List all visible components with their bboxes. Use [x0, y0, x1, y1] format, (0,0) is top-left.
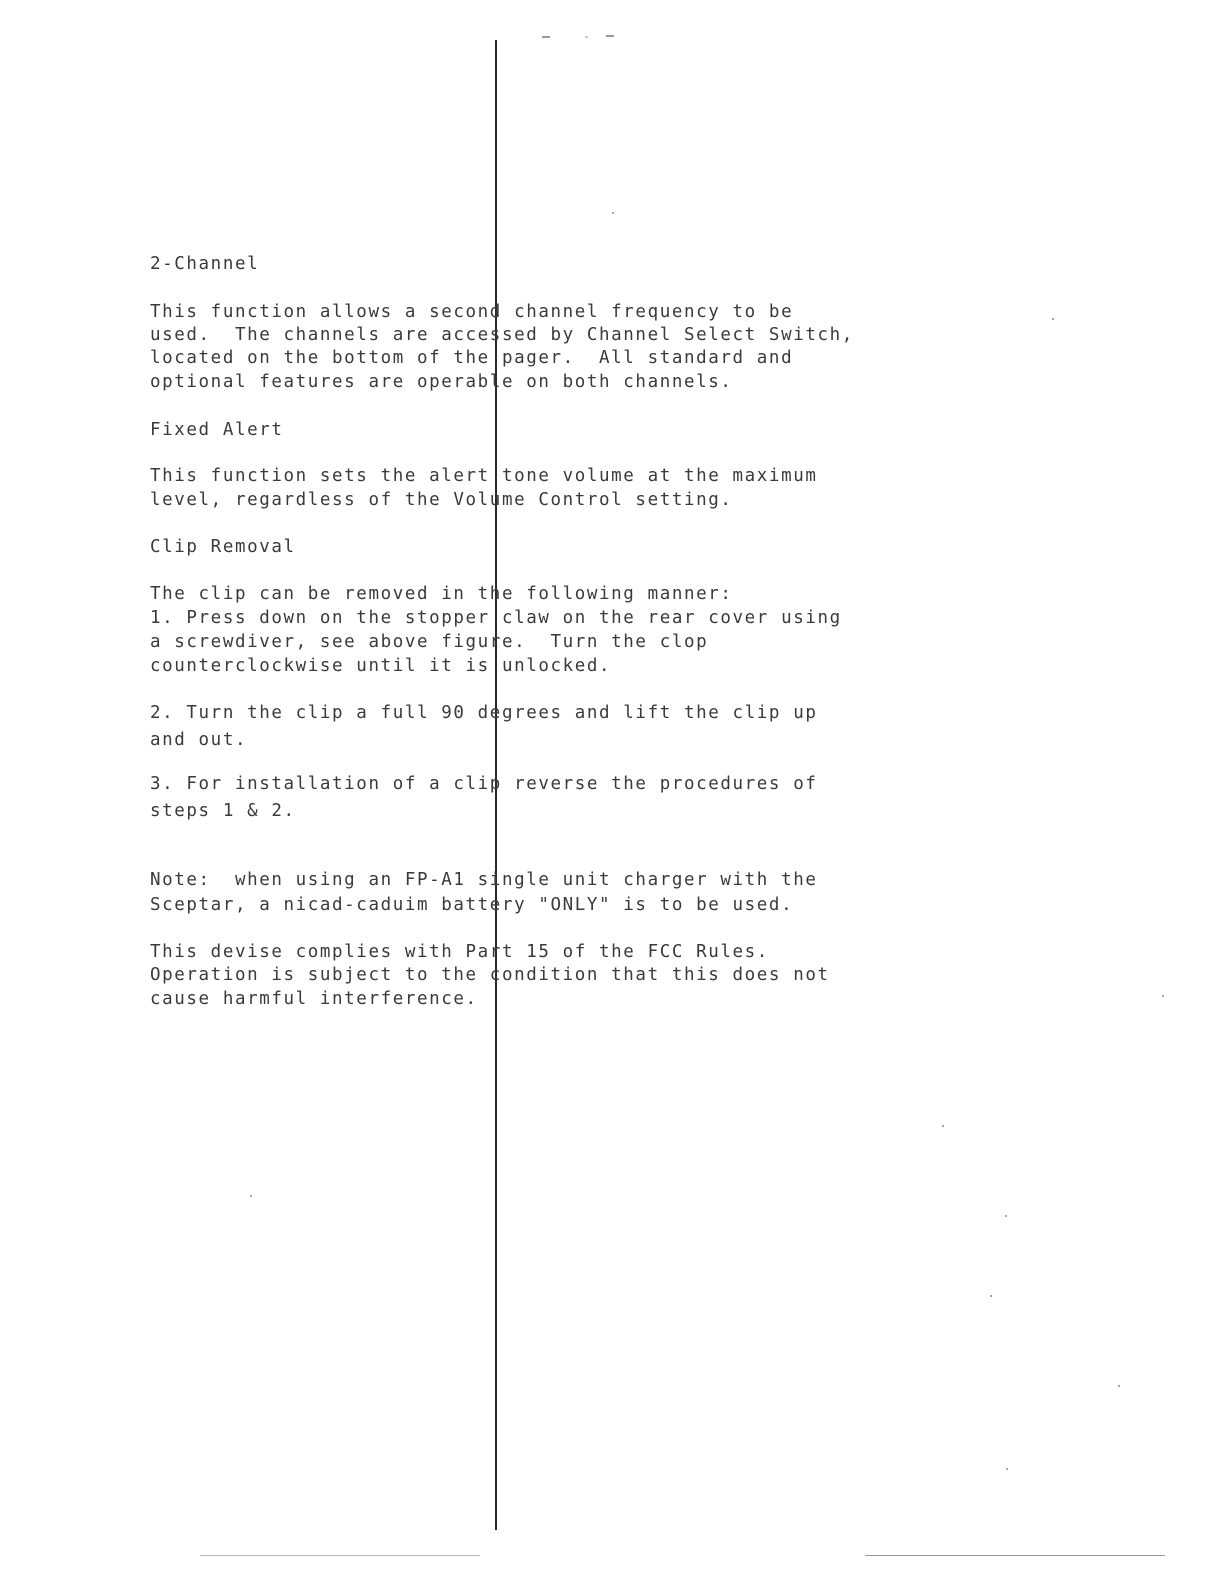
note-line: Sceptar, a nicad-caduim battery "ONLY" is to be used. [150, 895, 794, 915]
step-3-line: steps 1 & 2. [150, 801, 296, 821]
paragraph-line: used. The channels are accessed by Channel Select Switch, [150, 325, 854, 345]
scan-speck [1006, 1468, 1008, 1470]
fcc-notice-line: This devise complies with Part 15 of the FCC Rules. [150, 942, 769, 962]
section-heading-clip-removal: Clip Removal [150, 537, 296, 557]
scan-speck [942, 1125, 944, 1127]
scan-speck [1118, 1385, 1120, 1387]
scan-speck [250, 1195, 252, 1197]
paragraph-line: This function sets the alert tone volume at the maximum [150, 466, 818, 486]
fcc-notice-line: Operation is subject to the condition that this does not [150, 965, 830, 985]
scan-speck [612, 212, 614, 214]
paragraph-line: optional features are operable on both channels. [150, 372, 733, 392]
scan-speck [1162, 995, 1164, 997]
step-3-line: 3. For installation of a clip reverse the procedures of [150, 774, 818, 794]
scan-speck [1005, 1215, 1007, 1217]
fcc-notice-line: cause harmful interference. [150, 989, 478, 1009]
paragraph-line: level, regardless of the Volume Control setting. [150, 490, 733, 510]
paragraph-line: a screwdiver, see above figure. Turn the clop [150, 632, 709, 652]
step-2-line: 2. Turn the clip a full 90 degrees and lift the clip up [150, 703, 818, 723]
paragraph-line: 1. Press down on the stopper claw on the rear cover using [150, 608, 842, 628]
top-scan-mark [540, 26, 620, 36]
paragraph-line: This function allows a second channel frequency to be [150, 302, 794, 322]
paragraph-line: counterclockwise until it is unlocked. [150, 656, 612, 676]
scan-speck [1052, 318, 1054, 320]
section-heading-fixed-alert: Fixed Alert [150, 420, 284, 440]
note-line: Note: when using an FP-A1 single unit charger with the [150, 870, 818, 890]
paragraph-line: The clip can be removed in the following manner: [150, 584, 733, 604]
paragraph-line: located on the bottom of the pager. All standard and [150, 348, 794, 368]
scan-speck [990, 1295, 992, 1297]
section-heading-2-channel: 2-Channel [150, 254, 260, 274]
step-2-line: and out. [150, 730, 248, 750]
bottom-scan-residue [200, 1555, 480, 1556]
bottom-scan-residue [865, 1555, 1165, 1556]
